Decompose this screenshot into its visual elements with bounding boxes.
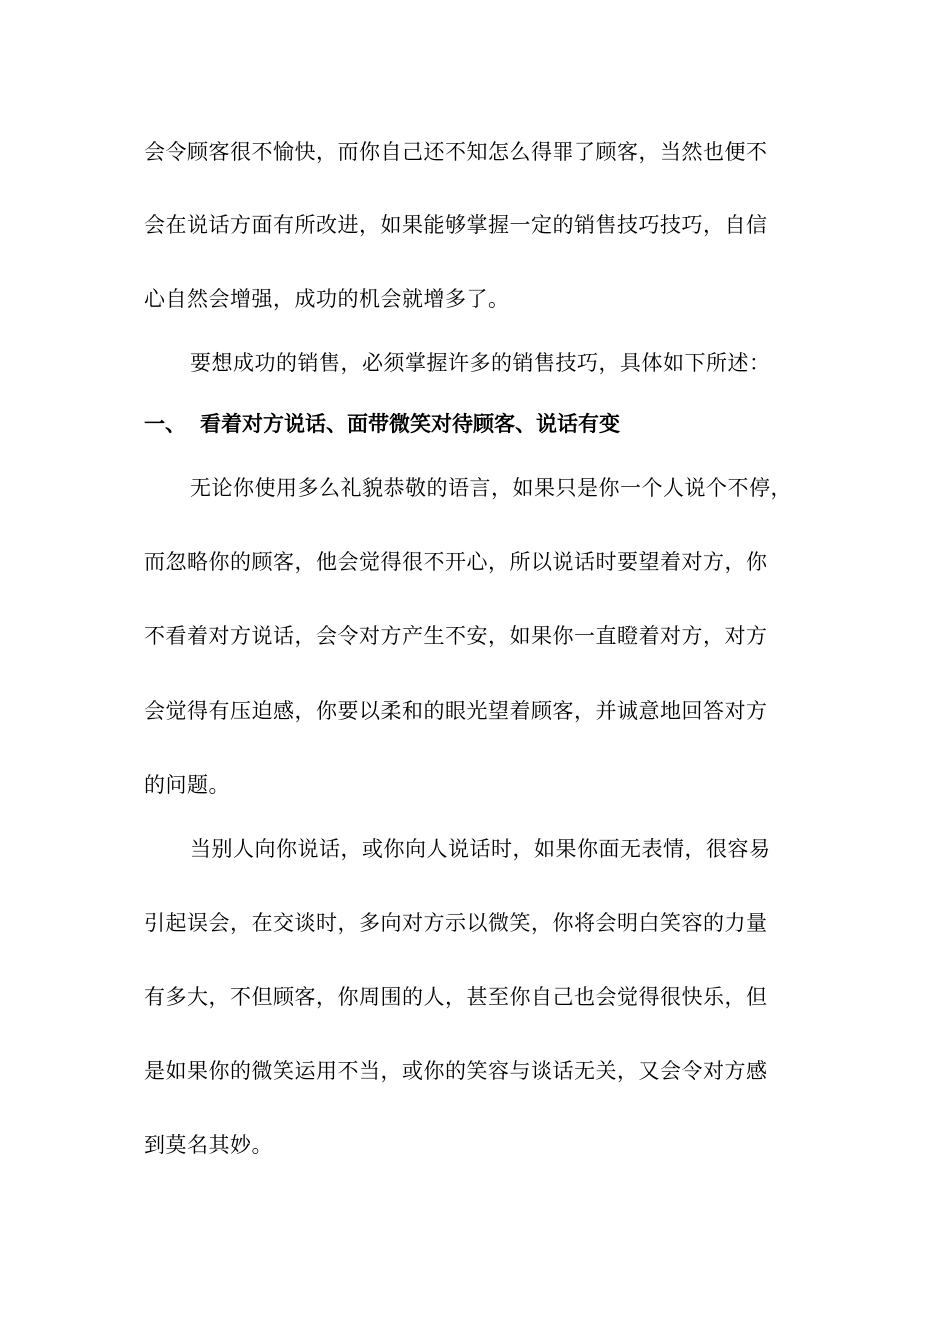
paragraph-line: 的问题。	[144, 773, 230, 797]
paragraph-line: 心自然会增强，成功的机会就增多了。	[144, 287, 510, 311]
section-number: 一、	[144, 412, 186, 436]
section-heading: 看着对方说话、面带微笑对待顾客、说话有变	[200, 412, 620, 436]
paragraph-line: 不看着对方说话，会令对方产生不安，如果你一直瞪着对方，对方	[144, 624, 768, 648]
paragraph-line: 无论你使用多么礼貌恭敬的语言，如果只是你一个人说个不停，	[190, 476, 792, 500]
paragraph-line: 会觉得有压迫感，你要以柔和的眼光望着顾客，并诚意地回答对方	[144, 699, 768, 723]
lead-paragraph: 要想成功的销售，必须掌握许多的销售技巧，具体如下所述：	[190, 351, 771, 375]
paragraph-line: 而忽略你的顾客，他会觉得很不开心，所以说话时要望着对方，你	[144, 550, 768, 574]
paragraph-line: 当别人向你说话，或你向人说话时，如果你面无表情，很容易	[190, 837, 771, 861]
paragraph-line: 有多大，不但顾客，你周围的人，甚至你自己也会觉得很快乐，但	[144, 985, 768, 1009]
paragraph-line: 到莫名其妙。	[144, 1133, 273, 1157]
paragraph-line: 是如果你的微笑运用不当，或你的笑容与谈话无关，又会令对方感	[144, 1059, 768, 1083]
paragraph-line: 会在说话方面有所改进，如果能够掌握一定的销售技巧技巧，自信	[144, 213, 768, 237]
paragraph-line: 引起误会，在交谈时，多向对方示以微笑，你将会明白笑容的力量	[144, 911, 768, 935]
paragraph-line: 会令顾客很不愉快，而你自己还不知怎么得罪了顾客，当然也便不	[144, 140, 768, 164]
